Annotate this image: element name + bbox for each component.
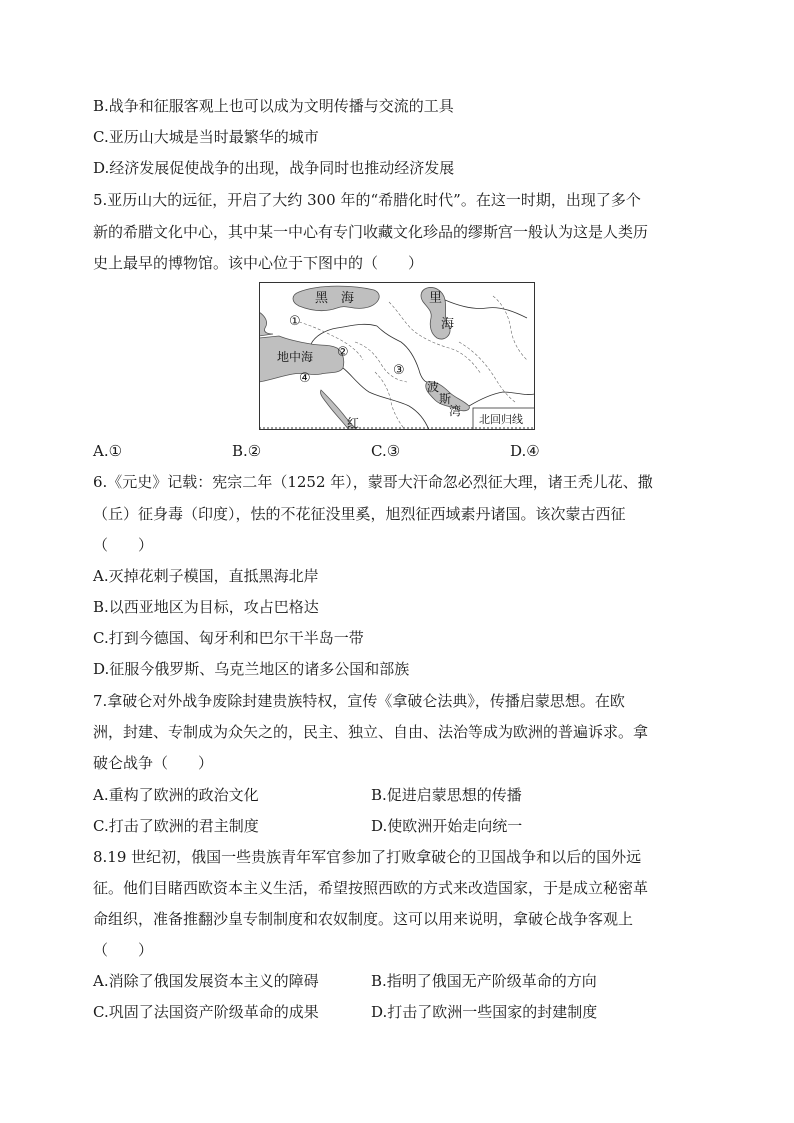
q6-option-b: B.以西亚地区为目标，攻占巴格达 <box>93 598 319 616</box>
q4-option-b: B.战争和征服客观上也可以成为文明传播与交流的工具 <box>93 97 454 115</box>
q5-stem-line-2: 新的希腊文化中心，其中某一中心有专门收藏文化珍品的缪斯宫一般认为这是人类历 <box>93 223 649 241</box>
map-marker-4: ④ <box>299 371 311 386</box>
q8-option-b: B.指明了俄国无产阶级革命的方向 <box>371 972 597 990</box>
q5-option-a: A.① <box>93 442 123 460</box>
q7-option-d: D.使欧洲开始走向统一 <box>371 817 523 835</box>
q8-option-c: C.巩固了法国资产阶级革命的成果 <box>93 1003 319 1021</box>
q8-stem-line-1: 8.19 世纪初，俄国一些贵族青年军官参加了打败拿破仑的卫国战争和以后的国外远 <box>93 848 642 866</box>
q6-option-a: A.灭掉花剌子模国，直抵黑海北岸 <box>93 567 319 585</box>
q5-stem-line-3: 史上最早的博物馆。该中心位于下图中的（ ） <box>93 254 424 272</box>
q6-stem-line-2: （丘）征身毒（印度），怯的不花征没里奚，旭烈征西域素丹诸国。该次蒙古西征 <box>93 505 626 523</box>
q5-stem-line-1: 5.亚历山大的远征，开启了大约 300 年的“希腊化时代”。在这一时期，出现了多个 <box>93 191 641 209</box>
map-label-caspian-2: 海 <box>441 317 455 332</box>
q4-option-c: C.亚历山大城是当时最繁华的城市 <box>93 128 319 146</box>
q8-option-a: A.消除了俄国发展资本主义的障碍 <box>93 972 319 990</box>
q5-option-d: D.④ <box>510 442 540 460</box>
q7-stem-line-3: 破仑战争（ ） <box>93 754 214 772</box>
q8-stem-line-4: （ ） <box>93 941 154 959</box>
map-marker-3: ③ <box>393 363 405 378</box>
q6-option-c: C.打到今德国、匈牙利和巴尔干半岛一带 <box>93 629 364 647</box>
map-label-persian-1: 波 <box>427 380 440 394</box>
map-label-mediterranean: 地中海 <box>277 350 314 364</box>
map-marker-2: ② <box>337 345 349 360</box>
q6-stem-line-1: 6.《元史》记载：宪宗二年（1252 年），蒙哥大汗命忽必烈征大理，诸王秃儿花、撒 <box>93 473 653 491</box>
q6-stem-line-3: （ ） <box>93 536 154 554</box>
map-marker-1: ① <box>289 314 301 329</box>
q8-stem-line-3: 命组织，准备推翻沙皇专制制度和农奴制度。这可以用来说明，拿破仑战争客观上 <box>93 910 634 928</box>
q5-map <box>259 282 535 430</box>
map-label-tropic: 北回归线 <box>479 413 523 426</box>
map-label-persian-2: 斯 <box>439 392 452 406</box>
q7-option-b: B.促进启蒙思想的传播 <box>371 786 522 804</box>
map-label-red-sea: 红 <box>347 416 360 430</box>
map-label-black-sea: 黑 海 <box>315 291 355 306</box>
q7-stem-line-1: 7.拿破仑对外战争废除封建贵族特权，宣传《拿破仑法典》，传播启蒙思想。在欧 <box>93 692 625 710</box>
q6-option-d: D.征服今俄罗斯、乌克兰地区的诸多公国和部族 <box>93 660 410 678</box>
q7-option-c: C.打击了欧洲的君主制度 <box>93 817 259 835</box>
q5-option-c: C.③ <box>371 442 401 460</box>
q7-stem-line-2: 洲，封建、专制成为众矢之的，民主、独立、自由、法治等成为欧洲的普遍诉求。拿 <box>93 723 649 741</box>
q5-option-b: B.② <box>232 442 262 460</box>
map-label-persian-3: 湾 <box>449 404 462 418</box>
q7-option-a: A.重构了欧洲的政治文化 <box>93 786 259 804</box>
q8-option-d: D.打击了欧洲一些国家的封建制度 <box>371 1003 598 1021</box>
map-label-caspian-1: 里 <box>429 291 443 306</box>
q4-option-d: D.经济发展促使战争的出现，战争同时也推动经济发展 <box>93 159 455 177</box>
q8-stem-line-2: 征。他们目睹西欧资本主义生活，希望按照西欧的方式来改造国家，于是成立秘密革 <box>93 879 649 897</box>
